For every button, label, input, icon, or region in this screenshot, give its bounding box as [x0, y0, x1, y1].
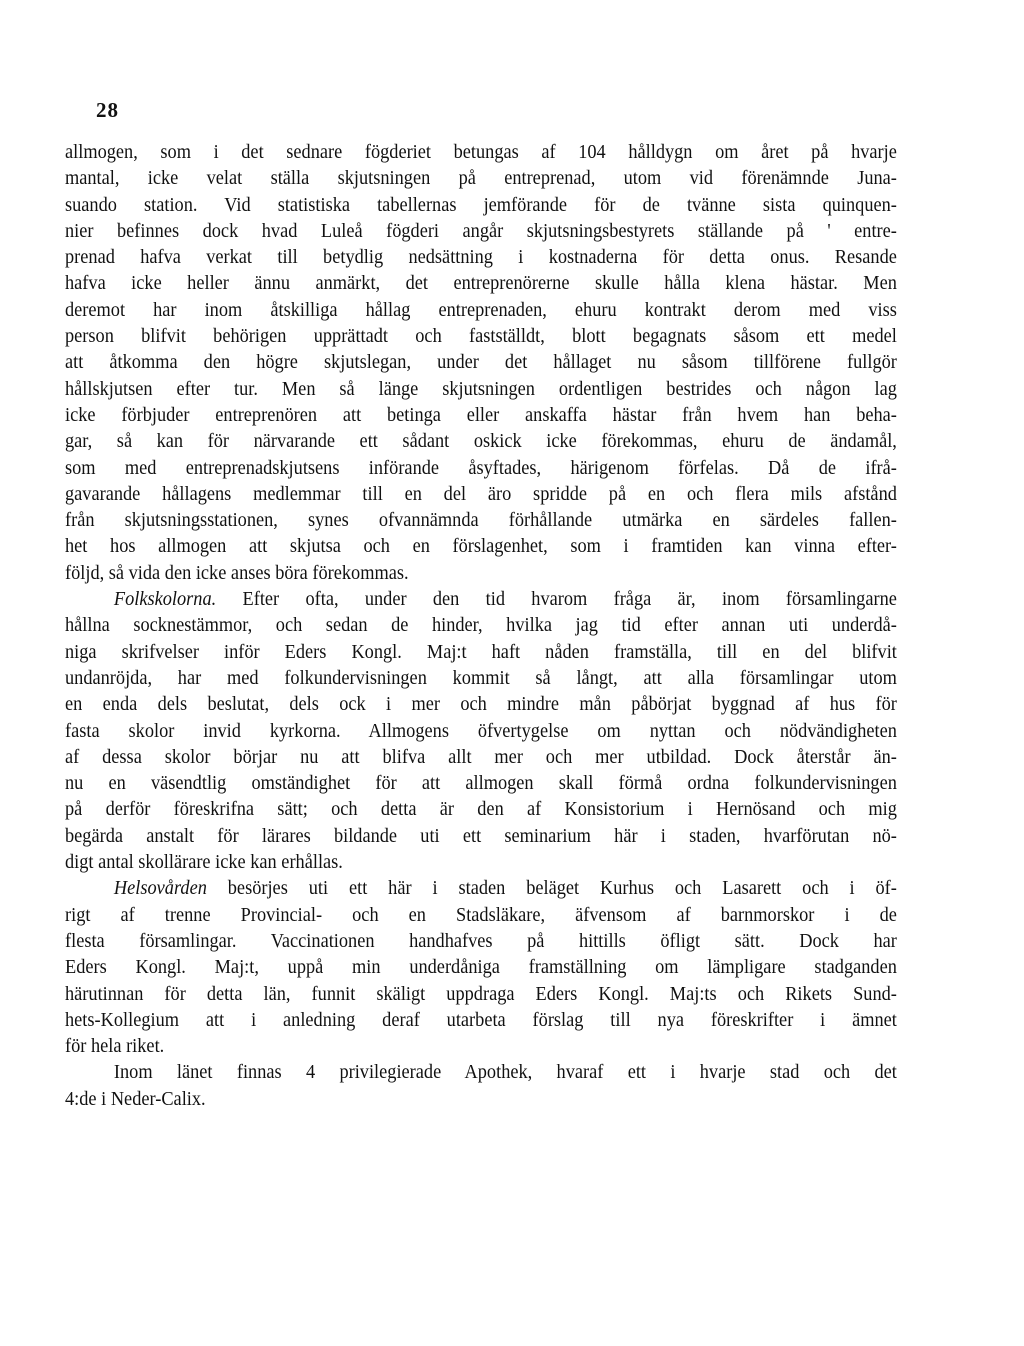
- text-line: [65, 797, 897, 823]
- line-text: Eders Kongl. Maj:t, uppå min underdåniga framställning om lämpligare stadganden: [65, 957, 897, 979]
- text-line: [65, 350, 897, 376]
- line-text: person blifvit behörigen upprättadt och fastställdt, blott begagnats såsom ett medel: [65, 326, 897, 348]
- text-line: [65, 456, 897, 482]
- line-text: digt antal skollärare icke kan erhållas.: [65, 852, 343, 874]
- line-text: gavarande hållagens medlemmar till en del äro spridde på en och flera mils afstånd: [65, 483, 897, 505]
- section-heading: Helsovården: [113, 878, 207, 900]
- text-line: [65, 719, 897, 745]
- text-line: [65, 903, 897, 929]
- line-text: undanröjda, har med folkundervisningen kommit så långt, att alla församlingar utom: [65, 667, 897, 689]
- line-text: hets-Kollegium att i anledning deraf utarbeta förslag till nya föreskrifter i ämnet: [65, 1009, 897, 1031]
- line-text: icke förbjuder entreprenören att betinga eller anskaffa hästar från hvem han beha-: [65, 404, 897, 426]
- line-text: att åtkomma den högre skjutslegan, under det hållaget nu såsom tillförene fullgör: [65, 352, 897, 374]
- page-number: 28: [96, 98, 119, 122]
- line-text: flesta församlingar. Vaccinationen handhafves på hittills öfligt sätt. Dock har: [65, 930, 897, 952]
- line-text: som med entreprenadskjutsens införande åsyftades, härigenom förfelas. Då de ifrå-: [65, 457, 897, 479]
- text-line: [65, 929, 897, 955]
- line-text: Inom länet finnas 4 privilegierade Apothek, hvaraf ett i hvarje stad och det: [113, 1062, 897, 1084]
- line-text: het hos allmogen att skjutsa och en förslagenhet, som i framtiden kan vinna efter-: [65, 536, 897, 558]
- text-line: [65, 666, 897, 692]
- text-line: [65, 245, 897, 271]
- line-text: prenad hafva verkat till betydlig nedsättning i kostnaderna för detta onus. Resande: [65, 247, 897, 269]
- line-text: på derför föreskrifna sätt; och detta är den af Konsistorium i Hernösand och mig: [65, 799, 897, 821]
- text-line: [65, 613, 897, 639]
- text-line: [65, 561, 897, 587]
- line-text: hållskjutsen efter tur. Men så länge skjutsningen ordentligen bestrides och någon lag: [65, 378, 897, 400]
- text-line: [65, 1034, 897, 1060]
- text-line: [65, 876, 897, 902]
- text-line: [65, 587, 897, 613]
- text-line: [65, 508, 897, 534]
- line-text: begärda anstalt för lärares bildande uti ett seminarium här i staden, hvarförutan nö-: [65, 825, 897, 847]
- text-line: [65, 640, 897, 666]
- text-line: [65, 193, 897, 219]
- line-text: följd, så vida den icke anses böra förekommas.: [65, 562, 409, 584]
- text-line: [65, 534, 897, 560]
- text-line: [65, 771, 897, 797]
- line-text: niga skrifvelser inför Eders Kongl. Maj:t haft nåden framställa, till en del blifvit: [65, 641, 897, 663]
- line-text: fasta skolor invid kyrkorna. Allmogens öfvertygelse om nyttan och nödvändigheten: [65, 720, 897, 742]
- text-line: [65, 482, 897, 508]
- text-line: [65, 166, 897, 192]
- line-text: gar, så kan för närvarande ett sådant oskick icke förekommas, ehuru de ändamål,: [65, 431, 897, 453]
- text-line: [65, 377, 897, 403]
- text-line: [65, 1008, 897, 1034]
- text-line: [65, 955, 897, 981]
- text-line: [65, 140, 897, 166]
- text-line: [65, 982, 897, 1008]
- line-text: nier befinnes dock hvad Luleå fögderi angår skjutsningsbestyrets ställande på ' entre-: [65, 220, 897, 242]
- line-text: Efter ofta, under den tid hvarom fråga är, inom församlingarne: [216, 589, 897, 611]
- line-text: suando station. Vid statistiska tabellernas jemförande för de tvänne sista quinquen-: [65, 194, 897, 216]
- line-text: från skjutsningsstationen, synes ofvannämnda förhållande utmärka en särdeles fallen-: [65, 510, 897, 532]
- text-line: [65, 298, 897, 324]
- text-line: [65, 324, 897, 350]
- line-text: allmogen, som i det sednare fögderiet betungas af 104 hålldygn om året på hvarje: [65, 142, 897, 163]
- line-text: deremot har inom åtskilliga hållag entreprenaden, ehuru kontrakt derom med viss: [65, 299, 897, 321]
- line-text: rigt af trenne Provincial- och en Stadsläkare, äfvensom af barnmorskor i de: [65, 904, 897, 926]
- text-line: [65, 745, 897, 771]
- text-line: [65, 219, 897, 245]
- text-line: [65, 429, 897, 455]
- line-text: härutinnan för detta län, funnit skäligt uppdraga Eders Kongl. Maj:ts och Rikets Sund-: [65, 983, 897, 1005]
- line-text: 4:de i Neder-Calix.: [65, 1088, 206, 1110]
- text-line: [65, 692, 897, 718]
- line-text: för hela riket.: [65, 1036, 165, 1058]
- body-text: [65, 140, 897, 1113]
- text-line: [65, 1060, 897, 1086]
- line-text: nu en väsendtlig omständighet för att allmogen skall förmå ordna folkundervisningen: [65, 773, 897, 795]
- text-line: [65, 824, 897, 850]
- line-text: af dessa skolor börjar nu att blifva allt mer och mer utbildad. Dock återstår än-: [65, 746, 897, 768]
- line-text: hållna socknestämmor, och sedan de hinder, hvilka jag tid efter annan uti underdå-: [65, 615, 897, 637]
- text-line: [65, 403, 897, 429]
- section-heading: Folkskolorna.: [113, 589, 217, 611]
- text-line: [65, 850, 897, 876]
- line-text: besörjes uti ett här i staden beläget Kurhus och Lasarett och i öf-: [206, 878, 897, 900]
- line-text: en enda dels beslutat, dels ock i mer och mindre mån påbörjat byggnad af hus för: [65, 694, 897, 716]
- text-line: [65, 1087, 897, 1113]
- line-text: hafva icke heller ännu anmärkt, det entreprenörerne skulle hålla klena hästar. Men: [65, 273, 897, 295]
- text-line: [65, 271, 897, 297]
- line-text: mantal, icke velat ställa skjutsningen på entreprenad, utom vid förenämnde Juna-: [65, 168, 897, 190]
